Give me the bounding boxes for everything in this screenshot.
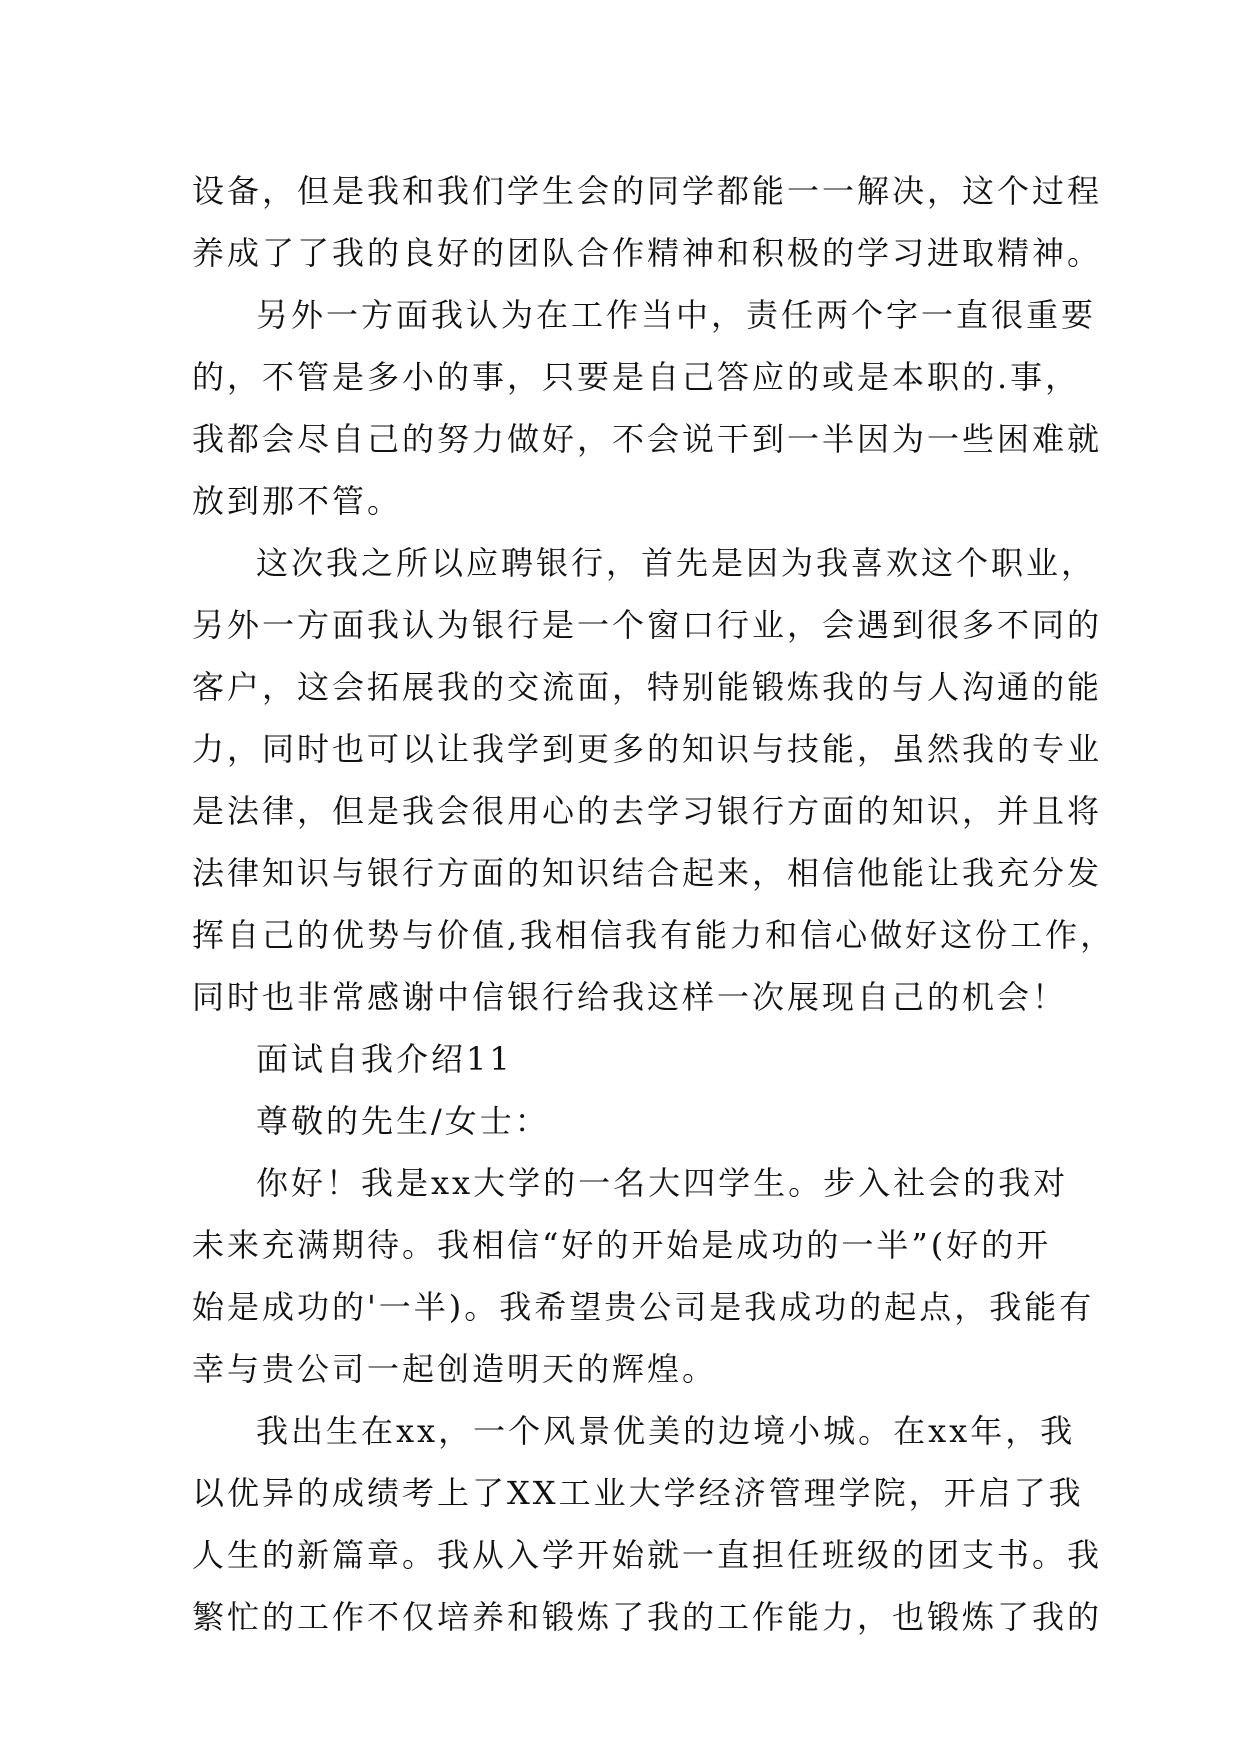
text-line: 另外一方面我认为在工作当中，责任两个字一直很重要 — [256, 296, 1097, 334]
text-line: 我出生在xx，一个风景优美的边境小城。在xx年，我 — [256, 1412, 1076, 1450]
text-line: 我都会尽自己的努力做好，不会说干到一半因为一些困难就 — [192, 420, 1103, 458]
text-line: 的，不管是多小的事，只要是自己答应的或是本职的.事， — [192, 358, 1081, 396]
text-line: 这次我之所以应聘银行，首先是因为我喜欢这个职业， — [256, 544, 1097, 582]
text-line: 客户，这会拓展我的交流面，特别能锻炼我的与人沟通的能 — [192, 668, 1103, 706]
text-line: 是法律，但是我会很用心的去学习银行方面的知识，并且将 — [192, 792, 1103, 830]
salutation: 尊敬的先生/女士： — [256, 1102, 550, 1140]
text-line: 力，同时也可以让我学到更多的知识与技能，虽然我的专业 — [192, 730, 1103, 768]
text-line: 以优异的成绩考上了XX工业大学经济管理学院，开启了我 — [192, 1474, 1084, 1512]
text-line: 放到那不管。 — [192, 482, 403, 520]
text-line: 未来充满期待。我相信“好的开始是成功的一半”(好的开 — [192, 1226, 1052, 1264]
section-heading: 面试自我介绍11 — [256, 1040, 513, 1078]
text-line: 养成了了我的良好的团队合作精神和积极的学习进取精神。 — [192, 234, 1103, 272]
text-line: 另外一方面我认为银行是一个窗口行业，会遇到很多不同的 — [192, 606, 1103, 644]
text-line: 始是成功的'一半)。我希望贵公司是我成功的起点，我能有 — [192, 1288, 1095, 1326]
text-line: 同时也非常感谢中信银行给我这样一次展现自己的机会！ — [192, 978, 1068, 1016]
text-line: 挥自己的优势与价值,我相信我有能力和信心做好这份工作， — [192, 916, 1116, 954]
text-line: 你好！我是xx大学的一名大四学生。步入社会的我对 — [256, 1164, 1069, 1202]
document-body — [192, 160, 1116, 1648]
text-line: 繁忙的工作不仅培养和锻炼了我的工作能力，也锻炼了我的 — [192, 1598, 1103, 1636]
text-line: 法律知识与银行方面的知识结合起来，相信他能让我充分发 — [192, 854, 1103, 892]
text-line: 设备，但是我和我们学生会的同学都能一一解决，这个过程 — [192, 172, 1103, 210]
text-line: 人生的新篇章。我从入学开始就一直担任班级的团支书。我 — [192, 1536, 1103, 1574]
text-line: 幸与贵公司一起创造明天的辉煌。 — [192, 1350, 718, 1388]
